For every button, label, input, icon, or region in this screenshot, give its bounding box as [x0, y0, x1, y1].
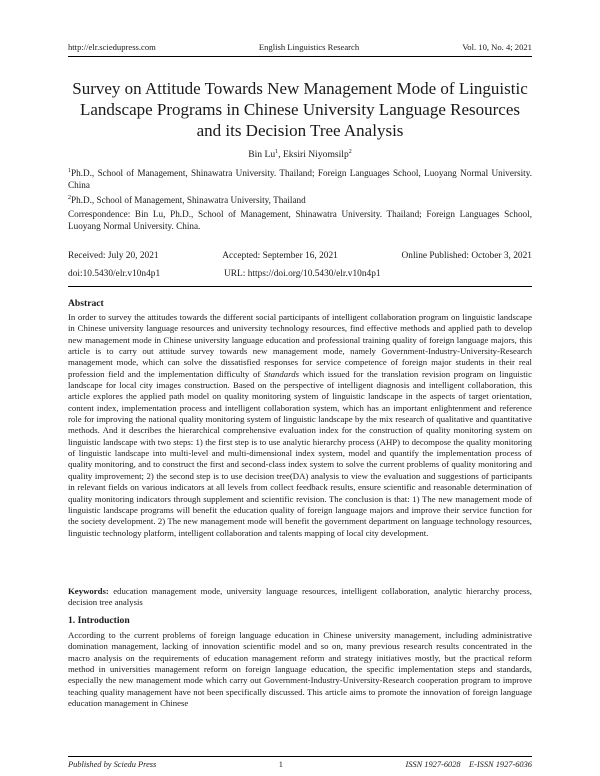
author-separator: ,	[278, 149, 283, 161]
doi[interactable]: doi:10.5430/elr.v10n4p1	[68, 269, 161, 279]
author-line	[68, 146, 532, 161]
journal-name: English Linguistics Research	[258, 42, 360, 52]
affiliation-2	[68, 192, 532, 206]
online-date: Online Published: October 3, 2021	[401, 251, 532, 261]
affiliation-1	[68, 165, 532, 191]
abstract-text-2: which issued for the translation revision program on linguistic landscape for local city images construction. Based on the perspective of intelligent diagnosis and intelligent collaboration, this article explores the applied path model on quality monitoring system of linguistic landscape in the aspects of target orientation, content index, implementation process and intelligent collaboration system, which has an important enlightenment and reference role for improving the national quality monitoring system of linguistic landscape by the mix research of qualitative and quantitative methods. And it describes the hierarchical comprehensive evaluation index for the construction of quality monitoring system on linguistic landscape with two steps: 1) the first step is to use analytic hierarchy process (AHP) to decompose the quality monitoring of linguistic landscape into multi-level and multi-dimensional index system, model and quantify the implementation process of quality monitoring, and to construct the first and second-class index system to solve the current problems of quality monitoring and quality improvement; 2) the second step is to use decision tree(DA) analysis to view the evaluation and suggestions of participants in relevant fields on various indicators at all levels from collect feedback results, ensure scientific and reasonable determination of quality monitoring indicators through supplement and scientific revision. The conclusion is that: 1) The new management mode of linguistic landscape programs will benefit the education quality of foreign language majors and improve their service function for the society development. 2) The new management mode will benefit the government department on language technology resources, linguistic technology platform, intelligent collaboration and talents mapping of local city development.	[68, 368, 532, 538]
affiliation-2-text: Ph.D., School of Management, Shinawatra University, Thailand	[71, 195, 306, 206]
page-footer	[68, 760, 532, 769]
author-2: Eksiri Niyomsilp	[282, 149, 349, 161]
accepted-date: Accepted: September 16, 2021	[222, 251, 338, 261]
publication-dates	[68, 250, 532, 280]
header-divider	[68, 56, 532, 57]
abstract-text-1: In order to survey the attitudes towards the different social participants of intelligent collaboration program on linguistic landscape in Chinese university language resources and university technology resources, find effective methods and applied path to develop new management mode in Chinese university language education and professional training quality of foreign language majors, this article is to carry out attitude survey towards new management mode, namely Government-Industry-University-Research management mode, which can solve the dissatisfied responses for service competence of foreign major students in their real profession field and the implementation difficulty of	[68, 312, 532, 379]
author-2-sup: 2	[348, 149, 352, 155]
paper-title: Survey on Attitude Towards New Management Mode of Linguistic Landscape Programs in Chinese University Language Resources and its Decision Tree Analysis	[72, 79, 528, 140]
footer-divider	[68, 756, 532, 757]
affiliation-2-sup: 2	[68, 195, 71, 201]
keywords-label: Keywords:	[68, 586, 109, 596]
issn-info	[405, 760, 532, 769]
running-header	[68, 42, 532, 53]
eissn: E-ISSN 1927-6036	[468, 760, 532, 769]
abstract-heading: Abstract	[68, 298, 104, 309]
page-number: 1	[278, 760, 283, 769]
issn: ISSN 1927-6028	[405, 760, 461, 769]
journal-url[interactable]: http://elr.sciedupress.com	[68, 42, 156, 52]
keywords	[68, 586, 532, 609]
dates-divider	[68, 286, 532, 287]
author-1-sup: 1	[275, 149, 279, 155]
doi-url[interactable]: URL: https://doi.org/10.5430/elr.v10n4p1	[224, 269, 381, 279]
affiliation-1-text: Ph.D., School of Management, Shinawatra University. Thailand; Foreign Languages School, Luoyang Normal University. China	[68, 168, 532, 191]
introduction-body: According to the current problems of foreign language education in Chinese university management, including administrative domination management, lacking of innovation scientific model and so on, many previous research results concentrated in the macro analysis on the requirements of education management reform and strategy initiatives mostly, but the practical reform method in universities management reform on foreign language education, the specific implementation steps and standards, especially the new management mode which carry out Government-Industry-University-Research cooperation program to improve teaching quality management have not been specifically discussed. This article aims to promote the innovation of foreign language education management in Chinese	[68, 630, 532, 709]
author-1: Bin Lu	[248, 149, 276, 161]
introduction-heading: 1. Introduction	[68, 615, 130, 626]
correspondence: Correspondence: Bin Lu, Ph.D., School of Management, Shinawatra University. Thailand; Foreign Languages School, Luoyang Normal University. China.	[68, 209, 532, 231]
abstract-body	[68, 312, 532, 539]
affiliation-1-sup: 1	[68, 168, 71, 174]
keywords-text: education management mode, university language resources, intelligent collaboration, analytic hierarchy process, decision tree analysis	[68, 586, 532, 608]
received-date: Received: July 20, 2021	[68, 251, 159, 261]
abstract-italic: Standards	[263, 368, 300, 379]
publisher: Published by Sciedu Press	[68, 760, 157, 769]
volume-info: Vol. 10, No. 4; 2021	[462, 42, 532, 52]
